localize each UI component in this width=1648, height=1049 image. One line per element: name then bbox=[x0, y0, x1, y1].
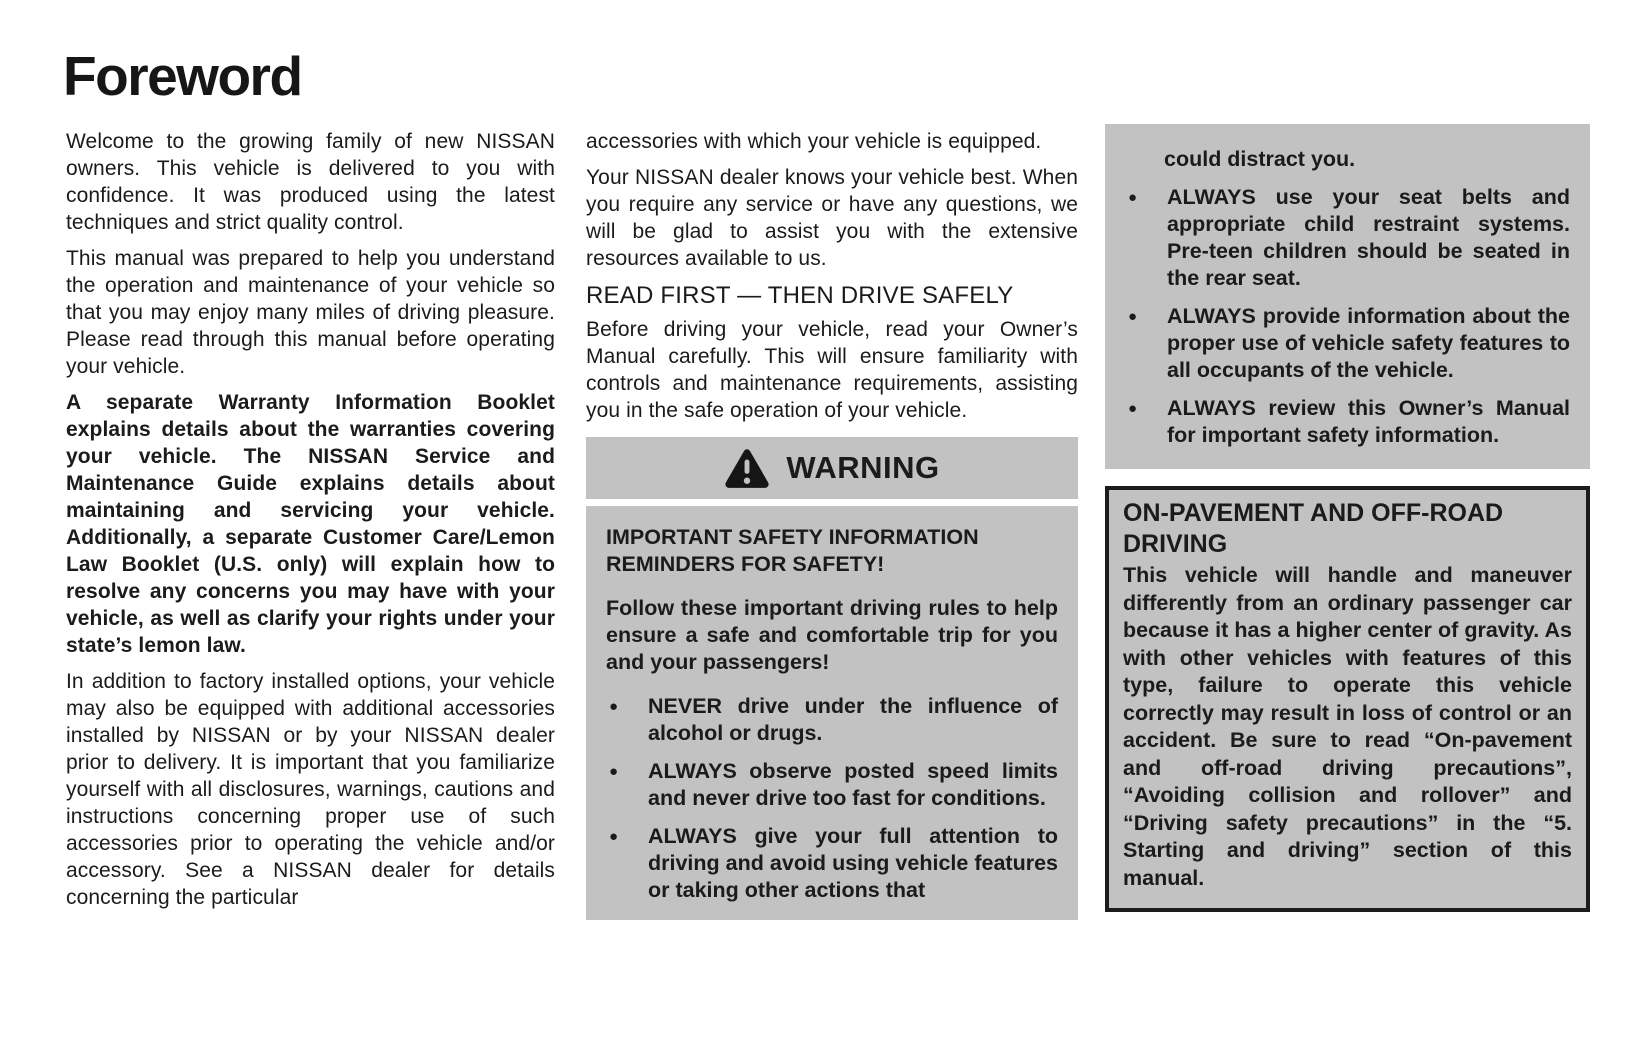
page-title: Foreword bbox=[63, 45, 302, 107]
paragraph-accessories-continued: accessories with which your vehicle is equipped. bbox=[586, 130, 1042, 153]
list-item bbox=[606, 823, 1058, 904]
bullet-text: ALWAYS provide information about the proper use of vehicle safety features to all occupants of the vehicle. bbox=[1167, 304, 1570, 382]
safety-reminders-box bbox=[586, 506, 1078, 920]
bullet-text: NEVER drive under the influence of alcohol or drugs. bbox=[648, 694, 1058, 745]
paragraph-before-driving: Before driving your vehicle, read your Owner’s Manual carefully. This will ensure familiarity with controls and maintenance requirements, assisting you in the safe operation of your vehicle. bbox=[586, 318, 1078, 422]
safety-reminders-box-continued bbox=[1105, 124, 1590, 469]
section-heading-read-first: READ FIRST — THEN DRIVE SAFELY bbox=[586, 282, 1014, 309]
bullet-dot-icon: ● bbox=[1128, 308, 1138, 325]
bullet-continuation-text: could distract you. bbox=[1164, 147, 1356, 171]
column-right bbox=[1105, 124, 1590, 912]
column-left bbox=[66, 128, 555, 920]
paragraph-accessories: In addition to factory installed options, your vehicle may also be equipped with additional accessories installed by NISSAN or by your NISSAN dealer prior to delivery. It is important that you familiarize yourself with all disclosures, warnings, cautions and instructions concerning proper use of such accessories prior to operating the vehicle and/or accessory. See a NISSAN dealer for details concerning the particular bbox=[66, 670, 555, 909]
bullet-dot-icon: ● bbox=[609, 698, 619, 715]
warning-label: WARNING bbox=[786, 450, 940, 485]
column-middle bbox=[586, 128, 1078, 920]
offroad-driving-box bbox=[1105, 486, 1590, 912]
bullet-dot-icon: ● bbox=[609, 763, 619, 780]
paragraph-dealer-knows: Your NISSAN dealer knows your vehicle best. When you require any service or have any questions, we will be glad to assist you with the extensive resources available to us. bbox=[586, 166, 1078, 270]
paragraph-welcome: Welcome to the growing family of new NISSAN owners. This vehicle is delivered to you with confidence. It was produced using the latest techniques and strict quality control. bbox=[66, 130, 555, 234]
paragraph-warranty-booklet: A separate Warranty Information Booklet explains details about the warranties covering your vehicle. The NISSAN Service and Maintenance Guide explains details about maintaining and servicing your vehicle. Additionally, a separate Customer Care/Lemon Law Booklet (U.S. only) will explain how to resolve any concerns you may have with your vehicle, as well as clarify your rights under your state’s lemon law. bbox=[66, 391, 555, 657]
safety-bullet-list-continued bbox=[1125, 184, 1570, 449]
list-item bbox=[1125, 184, 1570, 292]
warning-header-bar bbox=[586, 437, 1078, 499]
paragraph-manual-purpose: This manual was prepared to help you understand the operation and maintenance of your vehicle so that you may enjoy many miles of driving pleasure. Please read through this manual before operating your vehicle. bbox=[66, 247, 555, 378]
offroad-box-heading: ON-PAVEMENT AND OFF-ROAD DRIVING bbox=[1123, 499, 1504, 558]
safety-box-heading: IMPORTANT SAFETY INFORMATION REMINDERS FOR SAFETY! bbox=[606, 525, 979, 576]
list-item bbox=[606, 758, 1058, 812]
list-item bbox=[1125, 303, 1570, 384]
bullet-dot-icon: ● bbox=[609, 828, 619, 845]
offroad-box-body: This vehicle will handle and maneuver differently from an ordinary passenger car because it has a higher center of gravity. As with other vehicles with features of this type, failure to operate this vehicle correctly may result in loss of control or an accident. Be sure to read “On-pavement and off-road driving precautions”, “Avoiding collision and rollover” and “Driving safety precautions” in the “5. Starting and driving” section of this manual. bbox=[1123, 563, 1572, 890]
safety-box-intro: Follow these important driving rules to help ensure a safe and comfortable trip for you and your passengers! bbox=[606, 596, 1058, 674]
list-item bbox=[606, 693, 1058, 747]
warning-triangle-icon bbox=[724, 448, 770, 489]
bullet-text: ALWAYS give your full attention to driving and avoid using vehicle features or taking other actions that bbox=[648, 824, 1058, 902]
safety-bullet-list bbox=[606, 693, 1058, 904]
bullet-dot-icon: ● bbox=[1128, 400, 1138, 417]
bullet-text: ALWAYS observe posted speed limits and never drive too fast for conditions. bbox=[648, 759, 1058, 810]
bullet-text: ALWAYS use your seat belts and appropriate child restraint systems. Pre-teen children should be seated in the rear seat. bbox=[1167, 185, 1570, 290]
list-item bbox=[1125, 395, 1570, 449]
bullet-dot-icon: ● bbox=[1128, 189, 1138, 206]
bullet-text: ALWAYS review this Owner’s Manual for important safety information. bbox=[1167, 396, 1570, 447]
